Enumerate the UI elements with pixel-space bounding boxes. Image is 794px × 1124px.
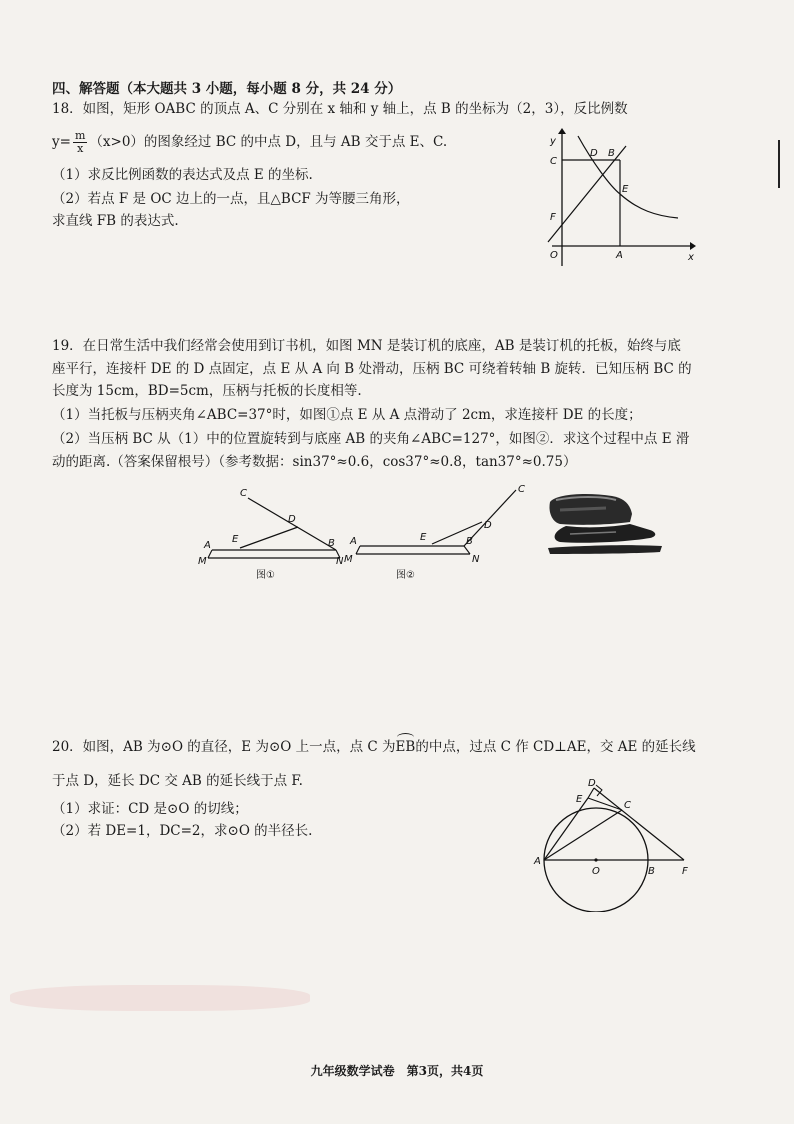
q19f2-label-a: A — [350, 536, 357, 547]
q19f1-label-b: B — [328, 538, 335, 549]
q19-part2a: （2）当压柄 BC 从（1）中的位置旋转到与底座 AB 的夹角∠ABC=127°，如图②．求这个过程中点 E 滑 — [52, 431, 690, 447]
q19f1-label-a: A — [204, 540, 211, 551]
q20-label-e: E — [576, 794, 583, 805]
q19f1-label-c: C — [240, 488, 247, 499]
q20-label-b: B — [648, 866, 655, 877]
q20-label-d: D — [588, 778, 596, 789]
q19f2-label-d: D — [484, 520, 492, 531]
q19-line3: 长度为 15cm，BD=5cm，压柄与托板的长度相等. — [52, 383, 362, 399]
q18-part2a: （2）若点 F 是 OC 边上的一点，且△BCF 为等腰三角形， — [52, 191, 410, 207]
q20-label-f: F — [682, 866, 688, 877]
q18-line2 — [52, 130, 447, 155]
q20-line1-a: 20．如图，AB 为⊙O 的直径，E 为⊙O 上一点，点 C 为 — [52, 739, 396, 755]
q20-arc-eb: EB — [395, 739, 416, 755]
q20-part1: （1）求证：CD 是⊙O 的切线； — [52, 801, 248, 817]
q19-figure-1 — [196, 480, 356, 582]
q19f1-label-d: D — [288, 514, 296, 525]
q18-label-x: x — [688, 252, 694, 263]
q18-y-equals: y= — [52, 134, 71, 150]
q19-figure-2 — [342, 480, 534, 582]
q19f2-label-b: B — [466, 536, 473, 547]
q18-label-e: E — [622, 184, 629, 195]
q19-fig1-caption: 图① — [256, 570, 275, 581]
q18-fraction — [73, 130, 87, 155]
q20-line2: 于点 D，延长 DC 交 AB 的延长线于点 F. — [52, 773, 303, 789]
q19-fig2-caption: 图② — [396, 570, 415, 581]
q18-label-y: y — [550, 136, 556, 147]
q18-line1: 18．如图，矩形 OABC 的顶点 A、C 分别在 x 轴和 y 轴上，点 B 的坐标为（2，3），反比例数 — [52, 101, 628, 117]
q19-part2b: 动的距离.（答案保留根号）（参考数据：sin37°≈0.6，cos37°≈0.8，tan37°≈0.75） — [52, 454, 577, 470]
q19f2-label-m: M — [344, 554, 353, 565]
q19f1-label-e: E — [232, 534, 239, 545]
q20-line1 — [52, 738, 696, 756]
q19-part1: （1）当托板与压柄夹角∠ABC=37°时，如图①点 E 从 A 点滑动了 2cm，求连接杆 DE 的长度； — [52, 407, 642, 423]
q19f1-label-m: M — [198, 556, 207, 567]
q20-line1-b: 的中点，过点 C 作 CD⊥AE，交 AE 的延长线 — [415, 739, 696, 755]
q18-label-a: A — [616, 250, 623, 261]
q20-label-o: O — [592, 866, 600, 877]
q18-label-b: B — [608, 148, 615, 159]
scan-edge-mark — [778, 140, 780, 188]
q18-label-o: O — [550, 250, 558, 261]
q20-label-c: C — [624, 800, 631, 811]
q18-part1: （1）求反比例函数的表达式及点 E 的坐标. — [52, 167, 313, 183]
q19-line1: 19．在日常生活中我们经常会使用到订书机，如图 MN 是装订机的底座，AB 是装订机的托板，始终与底 — [52, 338, 681, 354]
q18-frac-num: m — [74, 129, 86, 142]
q19f2-label-c: C — [518, 484, 525, 495]
page-footer: 九年级数学试卷 第3页，共4页 — [310, 1064, 484, 1078]
q20-circle-figure — [532, 774, 692, 912]
paper-smudge — [10, 985, 310, 1011]
q18-coordinate-figure — [538, 128, 698, 270]
q18-label-f: F — [550, 212, 556, 223]
q18-part2b: 求直线 FB 的表达式. — [52, 213, 179, 229]
q20-label-a: A — [534, 856, 541, 867]
q18-frac-den: x — [77, 142, 84, 155]
q18-line2-rest: （x>0）的图象经过 BC 的中点 D，且与 AB 交于点 E、C. — [89, 134, 448, 150]
q18-label-c: C — [550, 156, 557, 167]
stapler-photo — [546, 488, 664, 558]
section-title: 四、解答题（本大题共 3 小题，每小题 8 分，共 24 分） — [52, 81, 402, 97]
q18-label-d: D — [590, 148, 598, 159]
q19-line2: 座平行，连接杆 DE 的 D 点固定，点 E 从 A 向 B 处滑动，压柄 BC 可绕着转轴 B 旋转．已知压柄 BC 的 — [52, 361, 692, 377]
q19f1-label-n: N — [336, 556, 344, 567]
q19f2-label-e: E — [420, 532, 427, 543]
q20-part2: （2）若 DE=1，DC=2，求⊙O 的半径长. — [52, 823, 313, 839]
q19f2-label-n: N — [472, 554, 480, 565]
